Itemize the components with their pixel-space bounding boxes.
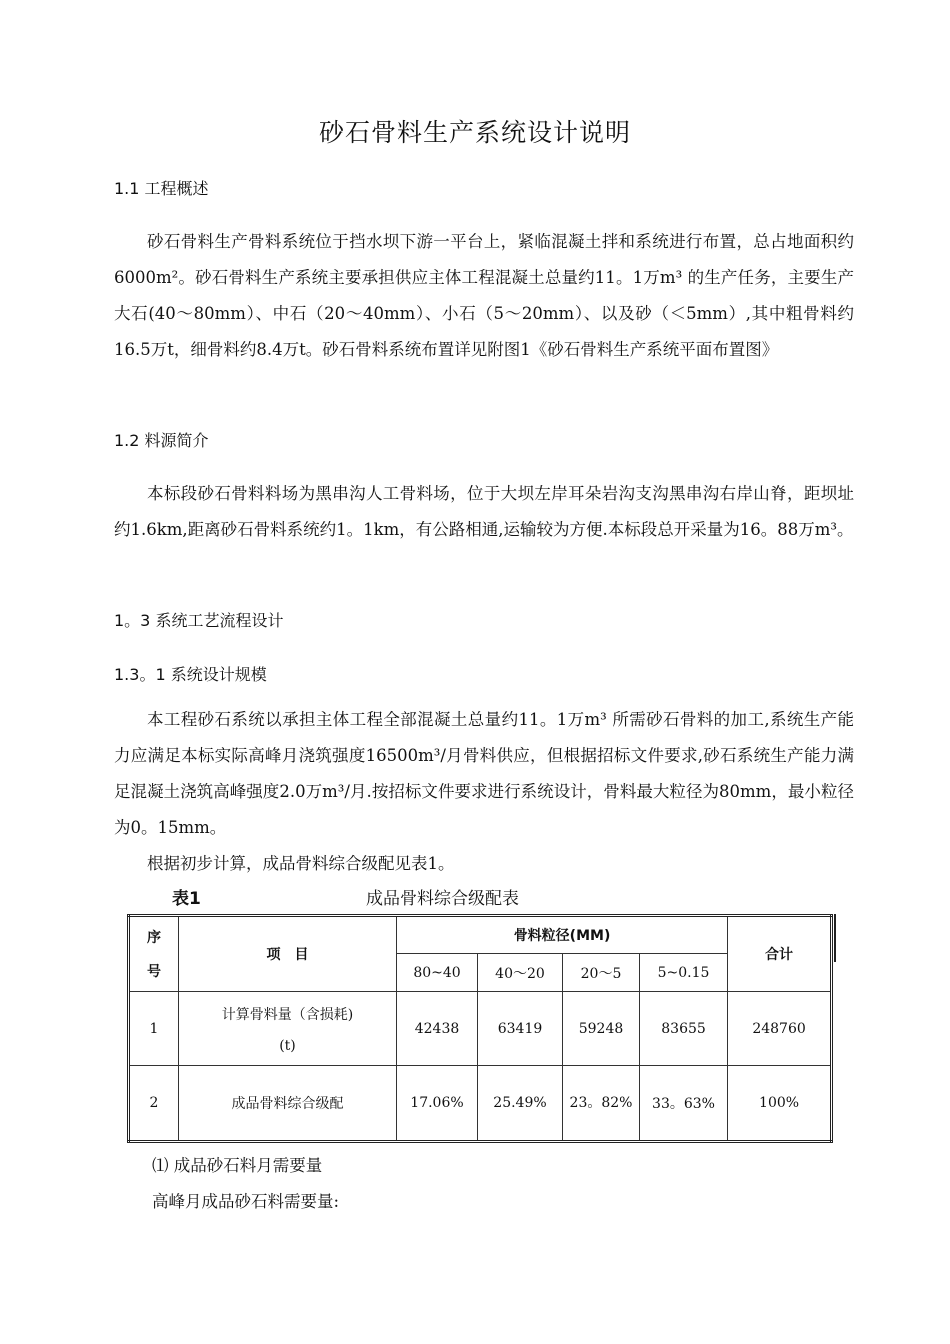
row1-val-4: 83655 [640,992,728,1066]
row1-item-line1: 计算骨料量（含损耗) [221,1006,354,1023]
header-seq-line1: 序 [147,930,161,946]
header-col-4: 5~0.15 [640,954,728,992]
header-seq-line2: 号 [147,964,161,980]
section-heading-1-1: 1.1 工程概述 [114,179,209,198]
row2-seq: 2 [129,1066,179,1142]
section-1-1-paragraph: 砂石骨料生产骨料系统位于挡水坝下游一平台上，紧临混凝土拌和系统进行布置，总占地面积约6000m²。砂石骨料生产系统主要承担供应主体工程混凝土总量约11。1万m³ 的生产任务，主要生产大石(40～80mm）、中石（20～40mm）、小石（5～20mm）、以及砂（＜5mm）,其中粗骨料约16.5万t，细骨料约8.4万t。砂石骨料系统布置详见附图1《砂石骨料生产系统平面布置图》 [114,232,854,359]
table-caption-label: 表1 [172,889,201,909]
section-1-3-1-paragraph: 本工程砂石系统以承担主体工程全部混凝土总量约11。1万m³ 所需砂石骨料的加工,系统生产能力应满足本标实际高峰月浇筑强度16500m³/月骨料供应，但根据招标文件要求,砂石系统生产能力满足混凝土浇筑高峰强度2.0万m³/月.按招标文件要求进行系统设计，骨料最大粒径为80mm，最小粒径为0。15mm。 [114,710,854,837]
row2-val-2: 25.49% [478,1066,563,1142]
header-col-2: 40～20 [478,954,563,992]
row1-total: 248760 [728,992,832,1066]
row1-item [179,992,397,1066]
section-heading-1-2: 1.2 料源简介 [114,431,209,450]
after-table-line-1: ⑴ 成品砂石料月需要量 [152,1156,323,1175]
section-1-2-paragraph: 本标段砂石骨料料场为黑串沟人工骨料场，位于大坝左岸耳朵岩沟支沟黑串沟右岸山脊，距坝址约1.6km,距离砂石骨料系统约1。1km，有公路相通,运输较为方便.本标段总开采量为16。88万m³。 [114,484,854,539]
table-border-extension [834,914,836,962]
table-row [129,992,832,1066]
row2-val-3: 23。82% [563,1066,640,1142]
row1-item-line2: (t) [279,1037,296,1054]
row2-item: 成品骨料综合级配 [179,1066,397,1142]
section-heading-1-3-1: 1.3。1 系统设计规模 [114,665,267,684]
row1-val-3: 59248 [563,992,640,1066]
header-particle-size: 骨料粒径(MM) [397,916,728,954]
header-seq [129,916,179,992]
row2-total: 100% [728,1066,832,1142]
row2-val-1: 17.06% [397,1066,478,1142]
row2-val-4: 33。63% [640,1066,728,1142]
header-col-1: 80~40 [397,954,478,992]
header-total: 合计 [728,916,832,992]
after-table-line-2: 高峰月成品砂石料需要量: [152,1192,340,1211]
section-heading-1-3: 1。3 系统工艺流程设计 [114,611,284,630]
row1-seq: 1 [129,992,179,1066]
header-item: 项 目 [179,916,397,992]
section-1-3-1-paragraph-2: 根据初步计算，成品骨料综合级配见表1。 [147,854,455,873]
row1-val-1: 42438 [397,992,478,1066]
table-row [129,1066,832,1142]
row1-val-2: 63419 [478,992,563,1066]
header-col-3: 20～5 [563,954,640,992]
gradation-table [127,914,833,1143]
page-title: 砂石骨料生产系统设计说明 [318,118,631,147]
table-caption-title: 成品骨料综合级配表 [366,889,519,909]
